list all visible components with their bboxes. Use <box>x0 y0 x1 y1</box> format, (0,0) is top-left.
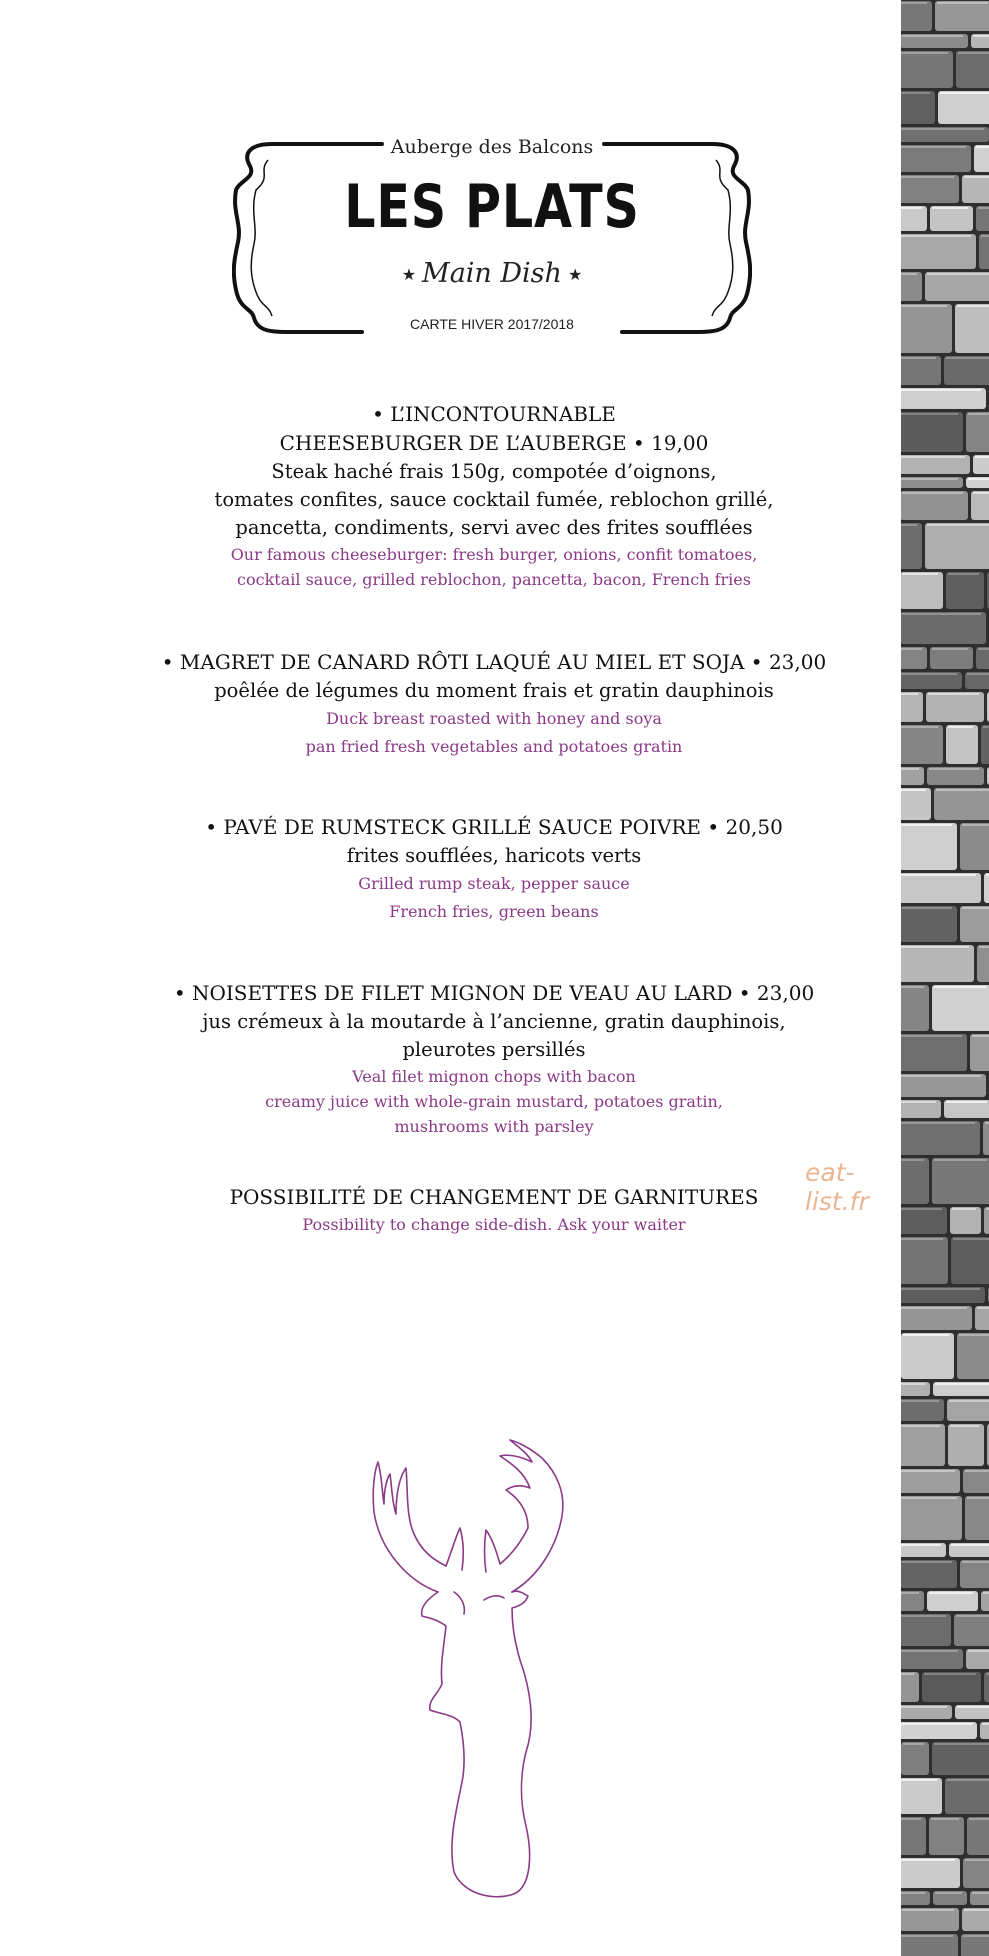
dish-title: CHEESEBURGER DE L’AUBERGE • 19,00 <box>279 431 709 455</box>
dish-description-en: pan fried fresh vegetables and potatoes gratin <box>305 737 683 756</box>
dish-description-fr: frites soufflées, haricots verts <box>346 844 642 867</box>
page-title: LES PLATS <box>344 172 640 242</box>
stone-wall-texture <box>901 0 989 1956</box>
dish-description-en: creamy juice with whole-grain mustard, potatoes gratin, <box>265 1092 723 1111</box>
menu-item-rumsteck <box>90 813 898 926</box>
dish-description-fr: poêlée de légumes du moment frais et gratin dauphinois <box>214 679 774 702</box>
menu-item-magret <box>90 648 898 761</box>
star-icon: ★ <box>401 265 417 284</box>
dish-description-en: Veal filet mignon chops with bacon <box>352 1067 636 1086</box>
dish-description-en: Duck breast roasted with honey and soya <box>326 709 662 728</box>
dish-description-en: cocktail sauce, grilled reblochon, pancetta, bacon, French fries <box>237 570 751 589</box>
dish-title: • L’INCONTOURNABLE <box>372 402 616 426</box>
dish-title: • NOISETTES DE FILET MIGNON DE VEAU AU LARD • 23,00 <box>173 981 815 1005</box>
menu-note-garnish <box>90 1183 898 1237</box>
dish-description-en: Our famous cheeseburger: fresh burger, onions, confit tomatoes, <box>230 545 758 564</box>
subtitle-text: Main Dish <box>422 258 562 289</box>
menu-item-cheeseburger <box>90 400 898 592</box>
menu-item-filet-mignon <box>90 979 898 1139</box>
menu-header <box>232 132 752 342</box>
season-label: CARTE HIVER 2017/2018 <box>410 316 574 332</box>
dish-title: • PAVÉ DE RUMSTECK GRILLÉ SAUCE POIVRE • 20,50 <box>205 815 783 839</box>
watermark-text: eat-list.fr <box>805 1158 869 1216</box>
dish-title: • MAGRET DE CANARD RÔTI LAQUÉ AU MIEL ET SOJA • 23,00 <box>161 650 827 674</box>
dish-description-fr: pancetta, condiments, servi avec des frites soufflées <box>235 516 753 539</box>
stone-wall-border <box>901 0 989 1956</box>
note-title: POSSIBILITÉ DE CHANGEMENT DE GARNITURES <box>229 1185 759 1209</box>
star-icon: ★ <box>567 265 583 284</box>
dish-description-en: French fries, green beans <box>389 902 599 921</box>
stag-head-icon <box>360 1432 590 1912</box>
dish-description-fr: pleurotes persillés <box>402 1038 586 1061</box>
note-description-en: Possibility to change side-dish. Ask your waiter <box>302 1215 686 1234</box>
dish-description-en: Grilled rump steak, pepper sauce <box>358 874 630 893</box>
dish-description-en: mushrooms with parsley <box>394 1117 594 1136</box>
restaurant-name: Auberge des Balcons <box>390 136 594 158</box>
dish-description-fr: Steak haché frais 150g, compotée d’oignons, <box>271 460 717 483</box>
dish-description-fr: tomates confites, sauce cocktail fumée, reblochon grillé, <box>214 488 774 511</box>
dish-description-fr: jus crémeux à la moutarde à l’ancienne, gratin dauphinois, <box>202 1010 786 1033</box>
page-subtitle <box>232 258 752 289</box>
